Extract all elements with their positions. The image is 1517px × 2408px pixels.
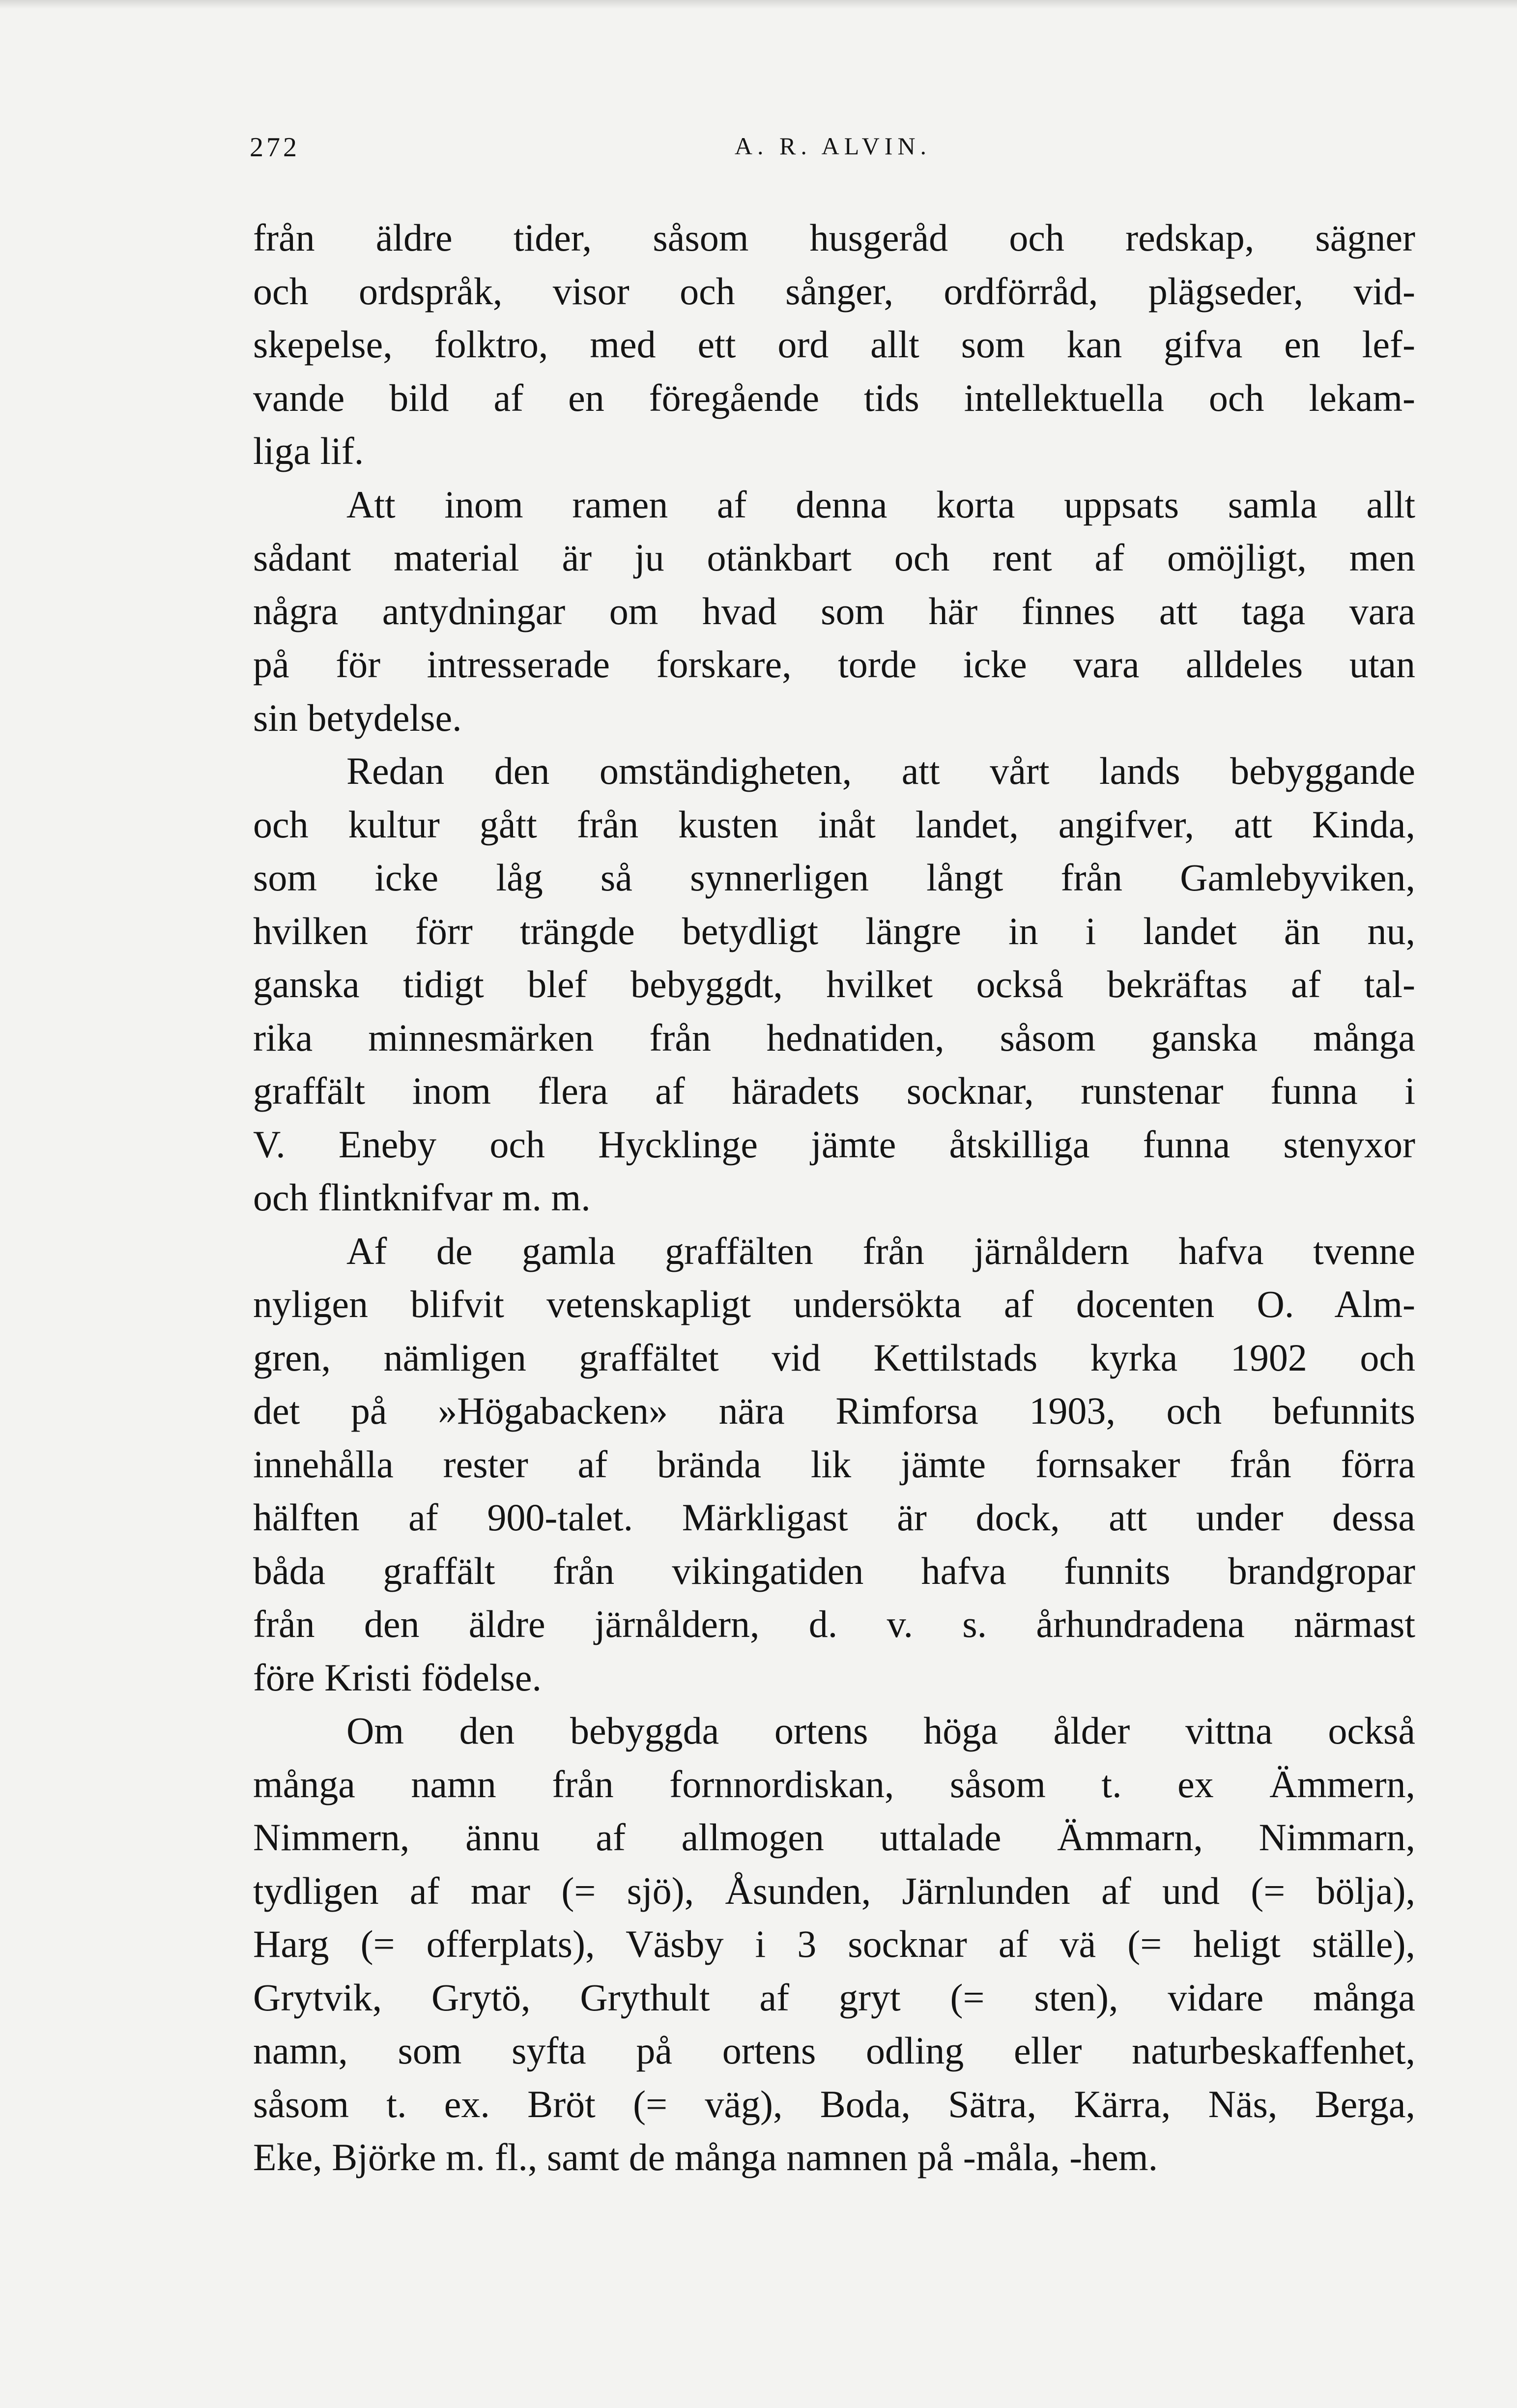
- text-line: sin betydelse.: [253, 696, 462, 739]
- text-line: tydligen af mar (= sjö), Åsunden, Järnlunden af und (= bölja),: [253, 1869, 1415, 1912]
- text-line: såsom t. ex. Bröt (= väg), Boda, Sätra, Kärra, Näs, Berga,: [253, 2082, 1415, 2125]
- text-line: gren, nämligen graffältet vid Kettilstads kyrka 1902 och: [253, 1336, 1415, 1379]
- paragraph-1: [253, 211, 1415, 478]
- paragraph-2: [253, 478, 1415, 745]
- scan-edge-shadow: [0, 0, 1517, 9]
- text-line: före Kristi födelse.: [253, 1656, 542, 1699]
- text-line: Eke, Björke m. fl., samt de många namnen på -måla, -hem.: [253, 2136, 1158, 2179]
- text-line: som icke låg så synnerligen långt från Gamlebyviken,: [253, 856, 1415, 899]
- text-line: många namn från fornnordiskan, såsom t. ex Ämmern,: [253, 1762, 1415, 1806]
- paragraph-4: [253, 1225, 1415, 1705]
- text-line: vande bild af en föregående tids intellektuella och lekam-: [253, 376, 1415, 419]
- text-line: från den äldre järnåldern, d. v. s. århundradena närmast: [253, 1603, 1415, 1645]
- text-line: skepelse, folktro, med ett ord allt som kan gifva en lef-: [253, 323, 1415, 366]
- text-line: Om den bebyggda ortens höga ålder vittna också: [346, 1709, 1415, 1752]
- text-line: båda graffält från vikingatiden hafva funnits brandgropar: [253, 1549, 1415, 1592]
- text-line: och kultur gått från kusten inåt landet, angifver, att Kinda,: [253, 803, 1415, 846]
- text-line: Grytvik, Grytö, Grythult af gryt (= sten), vidare många: [253, 1976, 1415, 2019]
- text-line: graffält inom flera af häradets socknar, runstenar funna i: [253, 1069, 1415, 1112]
- text-line: från äldre tider, såsom husgeråd och redskap, sägner: [253, 216, 1415, 259]
- text-line: på för intresserade forskare, torde icke vara alldeles utan: [253, 643, 1415, 686]
- text-line: Redan den omständigheten, att vårt lands bebyggande: [346, 749, 1415, 792]
- text-line: nyligen blifvit vetenskapligt undersökta af docenten O. Alm-: [253, 1283, 1415, 1325]
- text-line: hvilken förr trängde betydligt längre in i landet än nu,: [253, 909, 1415, 952]
- text-line: och flintknifvar m. m.: [253, 1176, 591, 1219]
- text-line: Att inom ramen af denna korta uppsats samla allt: [346, 483, 1415, 526]
- paragraph-3: [253, 745, 1415, 1225]
- page-header: [246, 132, 1420, 176]
- text-line: några antydningar om hvad som här finnes att taga vara: [253, 589, 1415, 632]
- text-line: Nimmern, ännu af allmogen uttalade Ämmarn, Nimmarn,: [253, 1816, 1415, 1859]
- body-text: [253, 211, 1415, 2184]
- text-line: namn, som syfta på ortens odling eller naturbeskaffenhet,: [253, 2029, 1415, 2072]
- text-line: ganska tidigt blef bebyggdt, hvilket också bekräftas af tal-: [253, 963, 1415, 1005]
- text-line: liga lif.: [253, 430, 364, 472]
- text-line: innehålla rester af brända lik jämte fornsaker från förra: [253, 1442, 1415, 1486]
- text-line: och ordspråk, visor och sånger, ordförråd, plägseder, vid-: [253, 269, 1415, 313]
- page-number: 272: [250, 132, 300, 163]
- text-line: hälften af 900-talet. Märkligast är dock, att under dessa: [253, 1496, 1415, 1539]
- paragraph-5: [253, 1704, 1415, 2184]
- text-line: V. Eneby och Hycklinge jämte åtskilliga funna stenyxor: [253, 1122, 1415, 1166]
- text-line: sådant material är ju otänkbart och rent af omöjligt, men: [253, 536, 1415, 579]
- text-line: rika minnesmärken från hednatiden, såsom ganska många: [253, 1016, 1415, 1059]
- text-line: Harg (= offerplats), Väsby i 3 socknar af vä (= heligt ställe),: [253, 1922, 1415, 1965]
- running-head: A. R. ALVIN.: [734, 132, 932, 160]
- text-line: det på »Högabacken» nära Rimforsa 1903, och befunnits: [253, 1389, 1415, 1432]
- text-line: Af de gamla graffälten från järnåldern hafva tvenne: [346, 1229, 1415, 1272]
